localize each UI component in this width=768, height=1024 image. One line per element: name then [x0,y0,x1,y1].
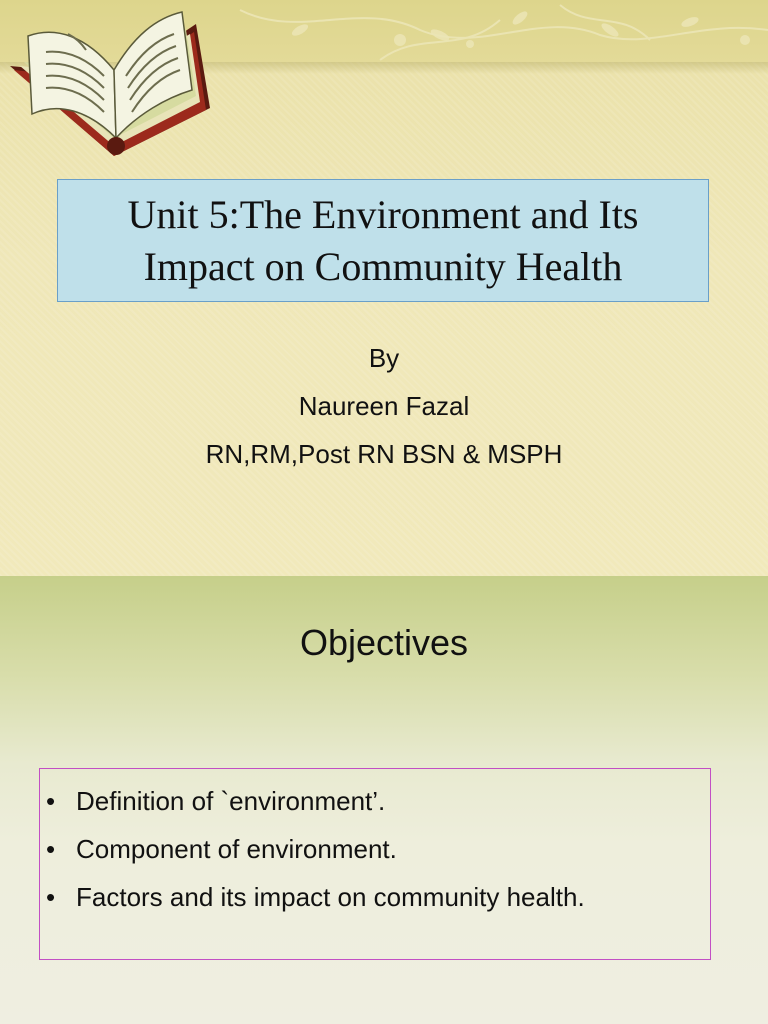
open-book-icon [6,6,218,190]
objective-text: Definition of `environment’. [76,786,386,816]
author-block [0,334,768,478]
objectives-slide [0,576,768,1024]
by-line: By [368,343,400,373]
author-name: Naureen Fazal [298,391,470,421]
title-box [57,179,709,302]
list-item [40,873,710,921]
objectives-heading: Objectives [299,622,469,663]
list-item [40,777,710,825]
slide-title: Unit 5:The Environment and Its Impact on Community Health [127,191,639,289]
author-credentials: RN,RM,Post RN BSN & MSPH [205,439,563,469]
bullet-icon: • [46,882,56,912]
objectives-box [39,768,711,960]
objective-text: Factors and its impact on community health. [76,882,585,912]
bullet-icon: • [46,786,56,816]
objective-text: Component of environment. [76,834,397,864]
bullet-icon: • [46,834,56,864]
objectives-list [40,769,710,921]
list-item [40,825,710,873]
